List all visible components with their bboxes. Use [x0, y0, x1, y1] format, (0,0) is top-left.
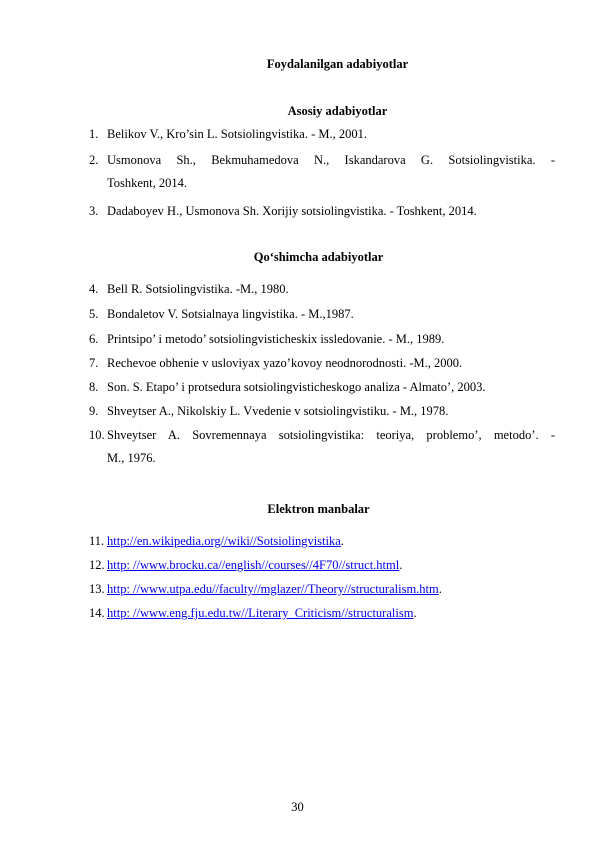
- item-number: 11.: [89, 534, 105, 548]
- item-number: 3.: [89, 204, 99, 218]
- item-number: 9.: [89, 404, 99, 418]
- item-suffix: .: [413, 606, 417, 620]
- page-title: Foydalanilgan adabiyotlar: [266, 57, 409, 71]
- item-text-continuation: M., 1976.: [107, 451, 156, 465]
- reference-link[interactable]: http: //www.eng.fju.edu.tw//Literary_Criticism//structuralism: [107, 606, 414, 620]
- item-text: Belikov V., Kro’sin L. Sotsiolingvistika. - M., 2001.: [107, 127, 367, 141]
- reference-link[interactable]: http: //www.brocku.ca//english//courses//4F70//struct.html: [107, 558, 400, 572]
- item-text: Rechevoe obhenie v usloviyax yazo’kovoy neodnorodnosti. -M., 2000.: [107, 356, 463, 370]
- item-suffix: .: [399, 558, 403, 572]
- item-text: Bondaletov V. Sotsialnaya lingvistika. - M.,1987.: [107, 307, 354, 321]
- item-suffix: .: [340, 534, 344, 548]
- item-number: 8.: [89, 380, 99, 394]
- item-text: Printsipo’ i metodo’ sotsiolingvisticheskix issledovanie. - M., 1989.: [107, 332, 445, 346]
- item-number: 6.: [89, 332, 99, 346]
- page-number: 30: [291, 800, 304, 814]
- item-suffix: .: [438, 582, 442, 596]
- item-text: Dadaboyev H., Usmonova Sh. Xorijiy sotsiolingvistika. - Toshkent, 2014.: [107, 204, 477, 218]
- item-text-continuation: Toshkent, 2014.: [107, 176, 188, 190]
- list-item: [89, 153, 555, 191]
- item-number: 2.: [89, 153, 99, 167]
- item-number: 13.: [89, 582, 105, 596]
- item-text: Usmonova Sh., Bekmuhamedova N., Iskandarova G. Sotsiolingvistika. -: [107, 153, 555, 167]
- item-number: 1.: [89, 127, 99, 141]
- section-heading-main: Asosiy adabiyotlar: [287, 104, 388, 118]
- item-number: 12.: [89, 558, 105, 572]
- item-number: 10.: [89, 428, 105, 442]
- item-number: 5.: [89, 307, 99, 321]
- item-text: Son. S. Etapo’ i protsedura sotsiolingvisticheskogo analiza - Almato’, 2003.: [107, 380, 486, 394]
- item-number: 14.: [89, 606, 105, 620]
- section-heading-extra: Qo‘shimcha adabiyotlar: [253, 250, 384, 264]
- item-number: 7.: [89, 356, 99, 370]
- reference-link[interactable]: http://en.wikipedia.org//wiki//Sotsiolingvistika: [107, 534, 341, 548]
- item-text: Shveytser A. Sovremennaya sotsiolingvistika: teoriya, problemo’, metodo’. -: [107, 428, 555, 442]
- item-text: Shveytser A., Nikolskiy L. Vvedenie v sotsiolingvistiku. - M., 1978.: [107, 404, 449, 418]
- section-heading-electronic: Elektron manbalar: [267, 502, 370, 516]
- reference-link[interactable]: http: //www.utpa.edu//faculty//mglazer//Theory//structuralism.htm: [107, 582, 439, 596]
- item-text: Bell R. Sotsiolingvistika. -M., 1980.: [107, 282, 289, 296]
- item-number: 4.: [89, 282, 99, 296]
- list-item: [89, 428, 555, 466]
